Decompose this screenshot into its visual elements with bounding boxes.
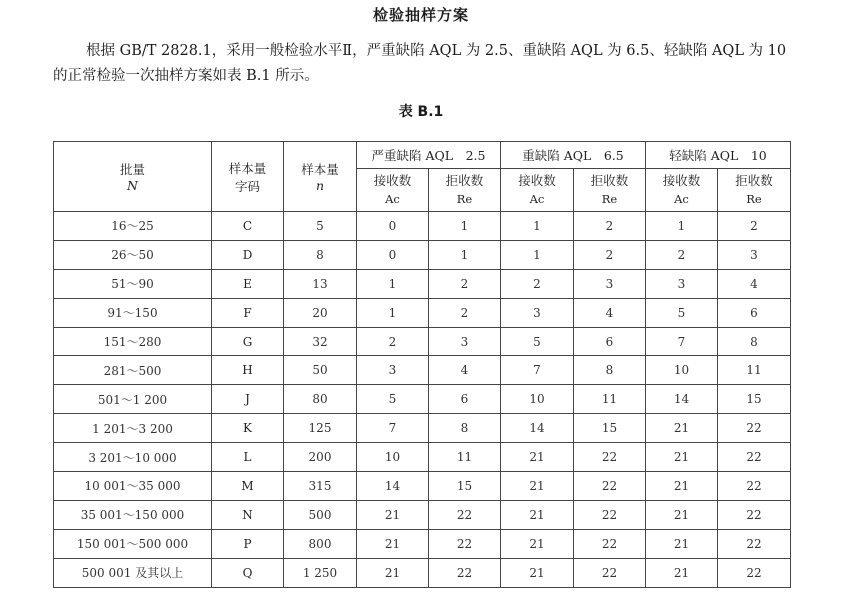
cell-N: 16～25 <box>54 212 212 241</box>
header-minor-re: 拒收数 Re <box>718 169 791 212</box>
table-row <box>54 356 791 385</box>
header-code-letter: 样本量 字码 <box>212 142 284 212</box>
cell-N: 500 001 及其以上 <box>54 558 212 587</box>
cell-maj-ac: 21 <box>501 500 574 529</box>
cell-min-ac: 2 <box>646 240 718 269</box>
cell-maj-ac: 2 <box>501 269 574 298</box>
cell-min-re: 15 <box>718 385 791 414</box>
cell-N: 51～90 <box>54 269 212 298</box>
cell-code: K <box>212 414 284 443</box>
cell-code: N <box>212 500 284 529</box>
cell-n: 32 <box>284 327 357 356</box>
header-major-ac: 接收数 Ac <box>501 169 574 212</box>
cell-code: M <box>212 472 284 501</box>
cell-min-ac: 21 <box>646 558 718 587</box>
header-critical-ac: 接收数 Ac <box>357 169 429 212</box>
cell-min-re: 4 <box>718 269 791 298</box>
cell-min-ac: 21 <box>646 500 718 529</box>
cell-c-re: 1 <box>429 212 501 241</box>
cell-min-ac: 21 <box>646 529 718 558</box>
table-row <box>54 414 791 443</box>
cell-min-re: 11 <box>718 356 791 385</box>
cell-min-re: 22 <box>718 414 791 443</box>
cell-code: L <box>212 443 284 472</box>
cell-c-ac: 0 <box>357 240 429 269</box>
cell-code: D <box>212 240 284 269</box>
cell-maj-ac: 21 <box>501 443 574 472</box>
cell-c-ac: 2 <box>357 327 429 356</box>
table-row <box>54 269 791 298</box>
cell-min-ac: 1 <box>646 212 718 241</box>
table-row <box>54 500 791 529</box>
cell-c-ac: 21 <box>357 558 429 587</box>
header-sample-size: 样本量 n <box>284 142 357 212</box>
cell-maj-ac: 7 <box>501 356 574 385</box>
cell-code: Q <box>212 558 284 587</box>
cell-min-re: 2 <box>718 212 791 241</box>
table-row <box>54 472 791 501</box>
cell-c-ac: 0 <box>357 212 429 241</box>
cell-c-re: 22 <box>429 500 501 529</box>
cell-maj-ac: 21 <box>501 558 574 587</box>
cell-c-ac: 7 <box>357 414 429 443</box>
cell-c-re: 1 <box>429 240 501 269</box>
section-title: 检验抽样方案 <box>372 6 469 24</box>
cell-c-re: 3 <box>429 327 501 356</box>
cell-maj-ac: 1 <box>501 240 574 269</box>
cell-code: E <box>212 269 284 298</box>
cell-c-re: 8 <box>429 414 501 443</box>
cell-c-re: 22 <box>429 529 501 558</box>
cell-maj-re: 6 <box>574 327 646 356</box>
header-major-aql: 重缺陷 AQL 6.5 <box>501 142 646 169</box>
cell-maj-re: 2 <box>574 212 646 241</box>
table-row <box>54 327 791 356</box>
table-row <box>54 443 791 472</box>
cell-code: H <box>212 356 284 385</box>
cell-c-re: 6 <box>429 385 501 414</box>
cell-c-re: 4 <box>429 356 501 385</box>
cell-N: 3 201～10 000 <box>54 443 212 472</box>
cell-maj-re: 4 <box>574 298 646 327</box>
cell-N: 91～150 <box>54 298 212 327</box>
cell-N: 281～500 <box>54 356 212 385</box>
cell-c-re: 15 <box>429 472 501 501</box>
cell-maj-ac: 14 <box>501 414 574 443</box>
cell-c-ac: 3 <box>357 356 429 385</box>
cell-c-ac: 1 <box>357 269 429 298</box>
cell-min-re: 8 <box>718 327 791 356</box>
cell-maj-re: 2 <box>574 240 646 269</box>
cell-c-re: 2 <box>429 298 501 327</box>
cell-n: 800 <box>284 529 357 558</box>
cell-code: J <box>212 385 284 414</box>
cell-N: 35 001～150 000 <box>54 500 212 529</box>
cell-min-ac: 21 <box>646 414 718 443</box>
cell-maj-re: 15 <box>574 414 646 443</box>
cell-maj-re: 8 <box>574 356 646 385</box>
cell-n: 500 <box>284 500 357 529</box>
cell-N: 10 001～35 000 <box>54 472 212 501</box>
cell-N: 26～50 <box>54 240 212 269</box>
table-row <box>54 240 791 269</box>
cell-c-ac: 14 <box>357 472 429 501</box>
cell-min-re: 6 <box>718 298 791 327</box>
table-row <box>54 212 791 241</box>
cell-c-ac: 5 <box>357 385 429 414</box>
cell-min-ac: 3 <box>646 269 718 298</box>
cell-min-ac: 7 <box>646 327 718 356</box>
cell-c-re: 11 <box>429 443 501 472</box>
cell-n: 80 <box>284 385 357 414</box>
cell-n: 315 <box>284 472 357 501</box>
cell-c-ac: 21 <box>357 500 429 529</box>
cell-n: 13 <box>284 269 357 298</box>
table-row <box>54 558 791 587</box>
cell-code: F <box>212 298 284 327</box>
cell-maj-re: 22 <box>574 558 646 587</box>
cell-n: 8 <box>284 240 357 269</box>
cell-c-ac: 21 <box>357 529 429 558</box>
cell-maj-re: 22 <box>574 529 646 558</box>
cell-min-re: 22 <box>718 443 791 472</box>
cell-c-ac: 10 <box>357 443 429 472</box>
header-minor-ac: 接收数 Ac <box>646 169 718 212</box>
table-caption: 表 B.1 <box>398 104 444 120</box>
cell-min-ac: 10 <box>646 356 718 385</box>
cell-c-re: 2 <box>429 269 501 298</box>
cell-maj-ac: 21 <box>501 529 574 558</box>
cell-min-re: 3 <box>718 240 791 269</box>
cell-c-ac: 1 <box>357 298 429 327</box>
cell-maj-re: 3 <box>574 269 646 298</box>
table-row <box>54 529 791 558</box>
cell-code: G <box>212 327 284 356</box>
sampling-plan-table <box>53 141 791 588</box>
cell-N: 150 001～500 000 <box>54 529 212 558</box>
cell-maj-re: 22 <box>574 443 646 472</box>
cell-maj-ac: 1 <box>501 212 574 241</box>
cell-n: 1 250 <box>284 558 357 587</box>
cell-min-ac: 21 <box>646 472 718 501</box>
header-critical-re: 拒收数 Re <box>429 169 501 212</box>
cell-N: 1 201～3 200 <box>54 414 212 443</box>
cell-maj-ac: 10 <box>501 385 574 414</box>
cell-min-re: 22 <box>718 529 791 558</box>
cell-maj-ac: 3 <box>501 298 574 327</box>
cell-n: 50 <box>284 356 357 385</box>
cell-c-re: 22 <box>429 558 501 587</box>
cell-code: C <box>212 212 284 241</box>
cell-n: 20 <box>284 298 357 327</box>
cell-maj-re: 22 <box>574 500 646 529</box>
header-minor-aql: 轻缺陷 AQL 10 <box>646 142 791 169</box>
table-row <box>54 385 791 414</box>
cell-n: 5 <box>284 212 357 241</box>
cell-N: 151～280 <box>54 327 212 356</box>
cell-min-ac: 14 <box>646 385 718 414</box>
header-critical-aql: 严重缺陷 AQL 2.5 <box>357 142 501 169</box>
intro-paragraph: 根据 GB/T 2828.1，采用一般检验水平Ⅱ，严重缺陷 AQL 为 2.5、重缺陷 AQL 为 6.5、轻缺陷 AQL 为 10 的正常检验一次抽样方案如表 B.1 所示。 <box>53 43 787 84</box>
cell-N: 501～1 200 <box>54 385 212 414</box>
cell-maj-re: 22 <box>574 472 646 501</box>
cell-n: 125 <box>284 414 357 443</box>
table-row <box>54 298 791 327</box>
cell-min-ac: 21 <box>646 443 718 472</box>
header-major-re: 拒收数 Re <box>574 169 646 212</box>
cell-maj-ac: 5 <box>501 327 574 356</box>
cell-maj-re: 11 <box>574 385 646 414</box>
cell-min-re: 22 <box>718 500 791 529</box>
cell-maj-ac: 21 <box>501 472 574 501</box>
cell-n: 200 <box>284 443 357 472</box>
cell-code: P <box>212 529 284 558</box>
cell-min-re: 22 <box>718 472 791 501</box>
cell-min-ac: 5 <box>646 298 718 327</box>
cell-min-re: 22 <box>718 558 791 587</box>
header-lot-size: 批量 N <box>54 142 212 212</box>
